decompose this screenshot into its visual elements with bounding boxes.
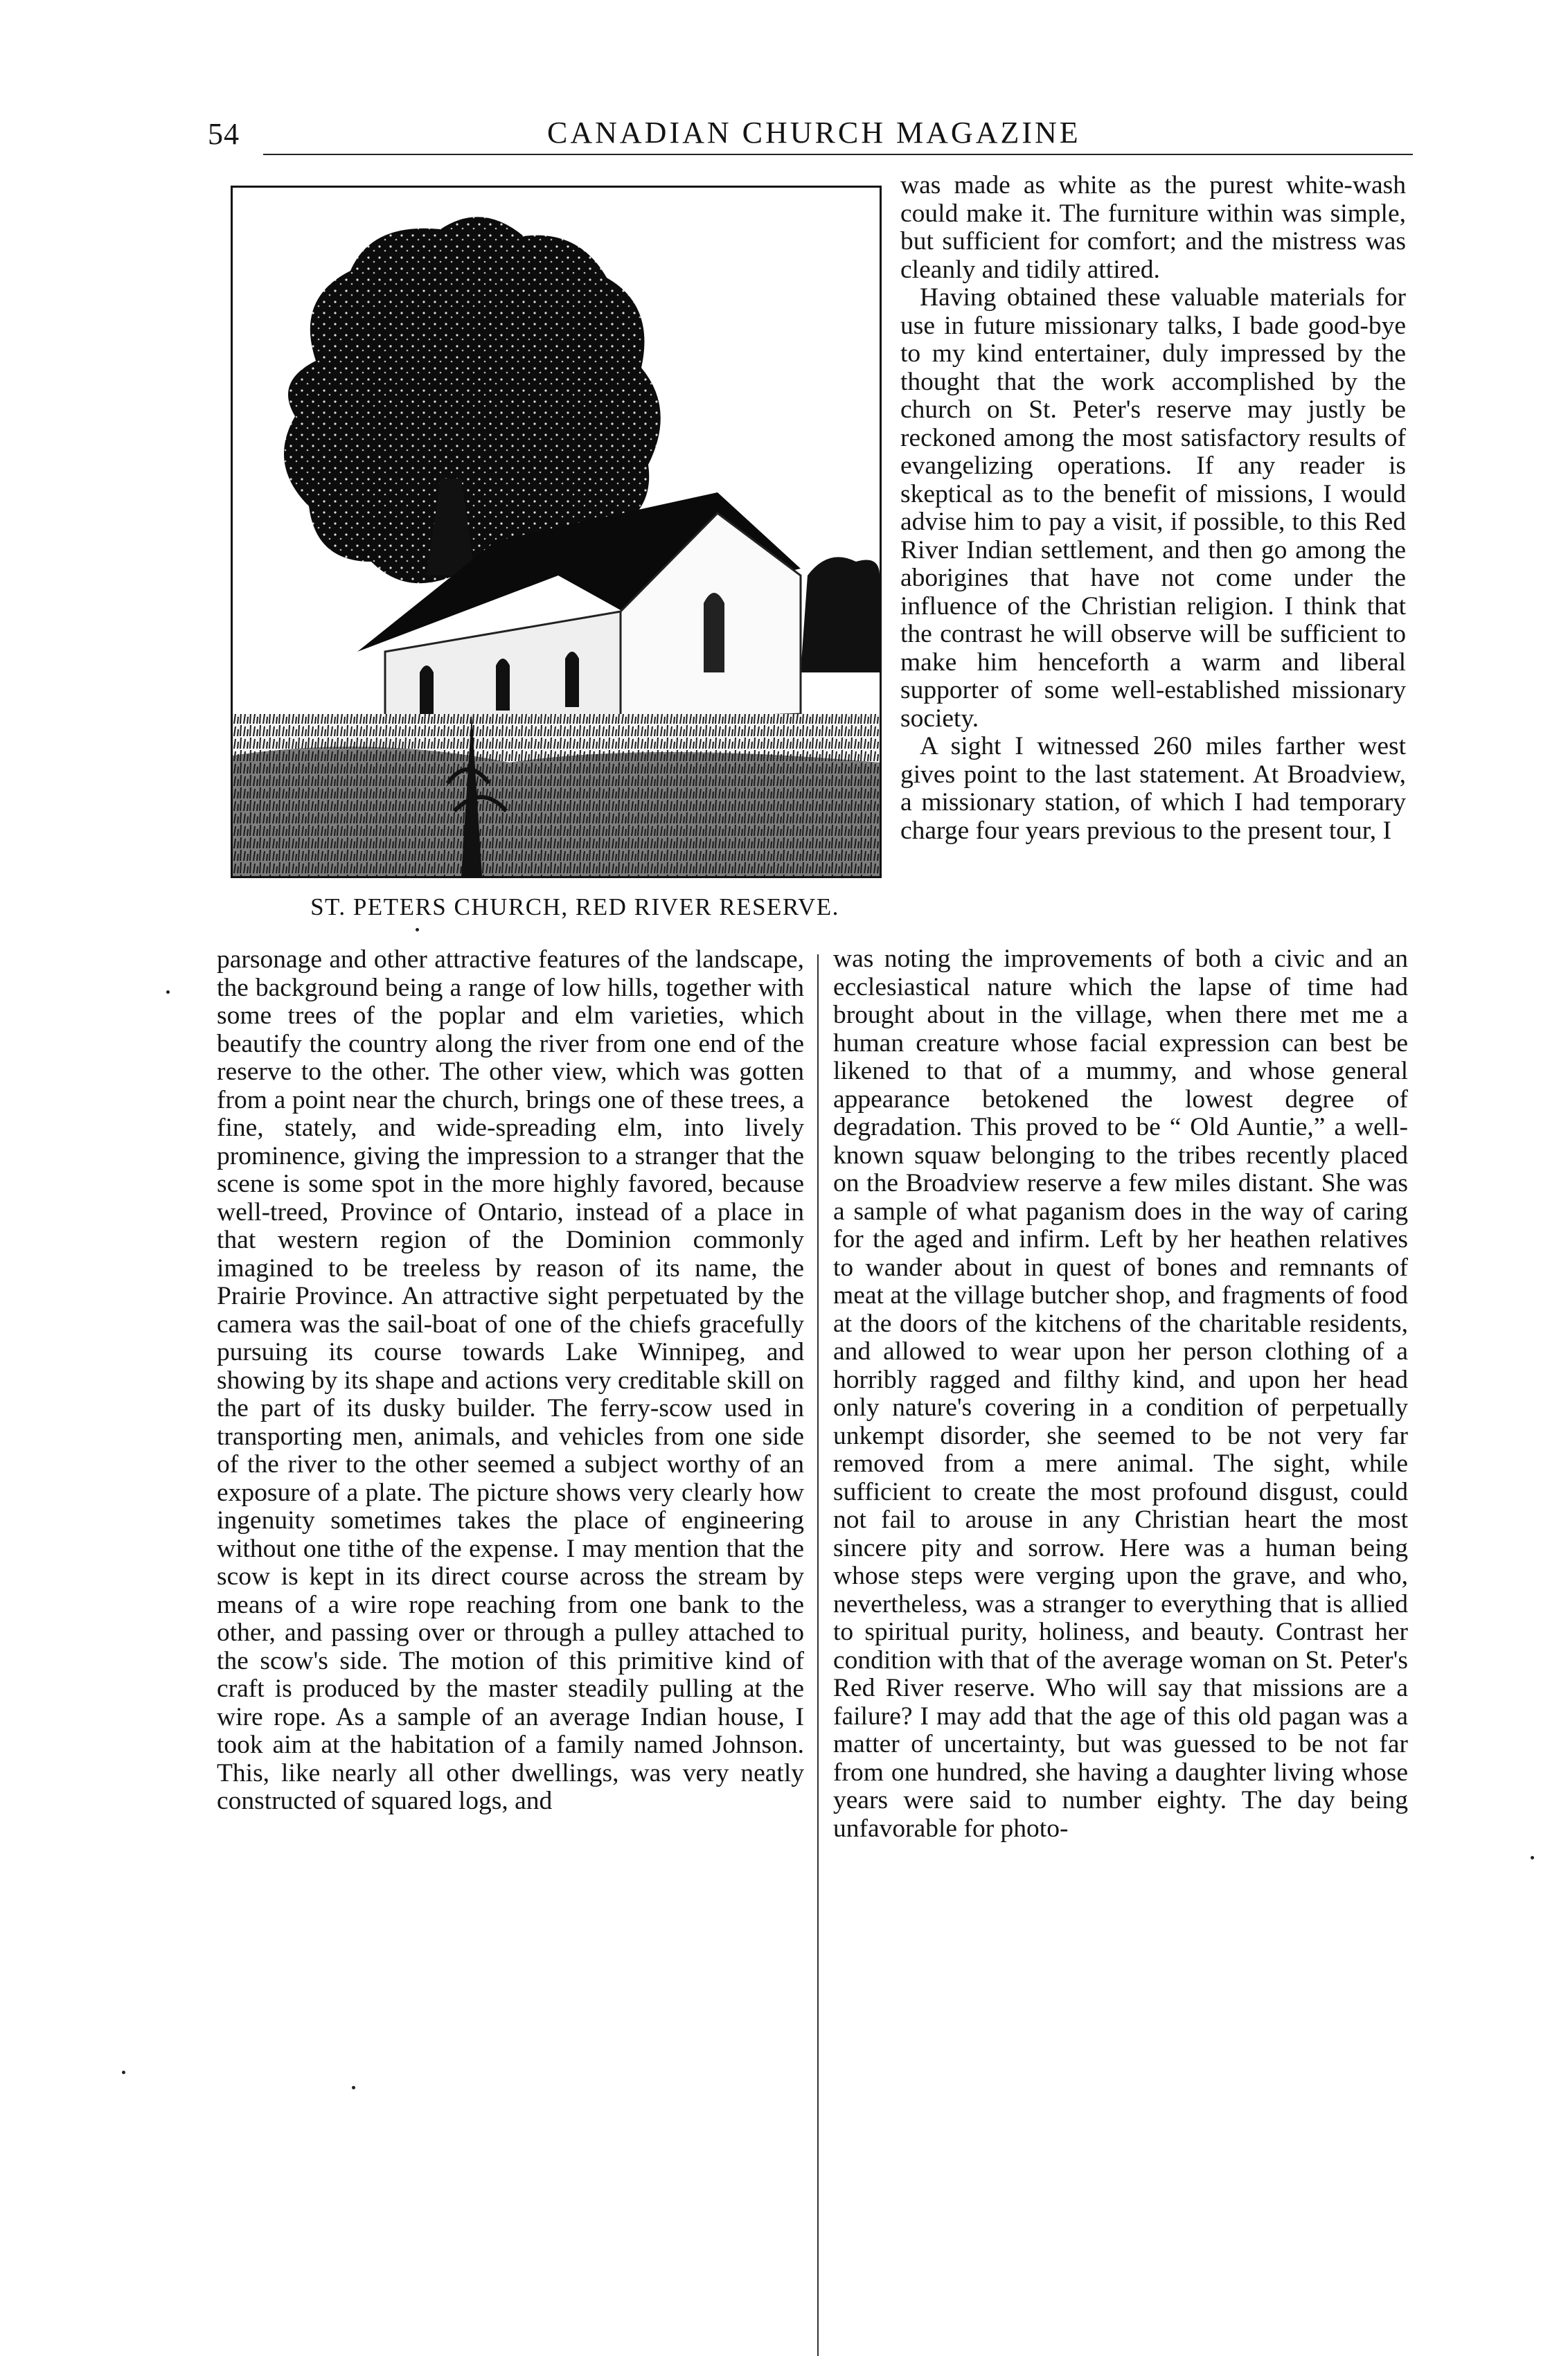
paragraph: parsonage and other attractive features of the landscape, the background being a range of low hills, together with some trees of the poplar and elm varieties, which beautify the country along the river from one end of the reserve to the other. The other view, which was gotten from a point near the church, brings one of these trees, a fine, stately, and wide-spreading elm, into lively prominence, giving the impression to a stranger that the scene is some spot in the more highly favored, because well-treed, Province of Ontario, instead of a place in that western region of the Dominion commonly imagined to be treeless by reason of its name, the Prairie Province. An attractive sight perpetuated by the camera was the sail-boat of one of the chiefs gracefully pursuing its course towards Lake Winnipeg, and showing by its shape and actions very creditable skill on the part of its dusky builder. The ferry-scow used in transporting men, animals, and vehicles from one side of the river to the other seemed a subject worthy of an exposure of a plate. The picture shows very clearly how ingenuity sometimes takes the place of engineering without one tithe of the expense. I may mention that the scow is kept in its direct course across the stream by means of a wire rope reaching from one bank to the other, and passing over or through a pulley attached to the scow's side. The motion of this primitive kind of craft is produced by the master steadily pulling at the wire rope. As a sample of an average Indian house, I took aim at the habitation of a family named Johnson. This, like nearly all other dwellings, was very neatly constructed of squared logs, and	[217, 945, 804, 1815]
print-speck	[1531, 1856, 1534, 1859]
right-column-top	[900, 172, 1406, 845]
paragraph: A sight I witnessed 260 miles farther west gives point to the last statement. At Broadview, a missionary station, of which I had temporary charge four years previous to the present tour, I	[900, 732, 1406, 845]
header-rule	[263, 154, 1413, 155]
left-column	[217, 946, 804, 1816]
page-number: 54	[208, 117, 240, 151]
print-speck	[352, 2086, 355, 2089]
figure-caption: ST. PETERS CHURCH, RED RIVER RESERVE.	[310, 893, 839, 920]
church-photo-illustration	[233, 188, 880, 876]
church-photograph	[231, 186, 882, 878]
print-speck	[166, 990, 170, 994]
paragraph: was made as white as the purest white-wash could make it. The furniture within was simple, but sufficient for comfort; and the mistress was cleanly and tidily attired.	[900, 171, 1406, 284]
paragraph: Having obtained these valuable materials for use in future missionary talks, I bade good-bye to my kind entertainer, duly impressed by the thought that the work accomplished by the church on St. Peter's reserve may justly be reckoned among the most satisfactory results of evangelizing operations. If any reader is skeptical as to the benefit of missions, I would advise him to pay a visit, if possible, to this Red River Indian settlement, and then go among the aborigines that have not come under the influence of the Christian religion. I think that the contrast he will observe will be sufficient to make him henceforth a warm and liberal supporter of some well-established missionary society.	[900, 283, 1406, 733]
print-speck	[122, 2071, 125, 2074]
running-head: CANADIAN CHURCH MAGAZINE	[547, 116, 1081, 150]
column-rule	[817, 954, 819, 2356]
paragraph: was noting the improvements of both a civic and an ecclesiastical nature which the lapse of time had brought about in the village, when there met me a human creature whose facial expression can best be likened to that of a mummy, and whose general appearance betokened the lowest degree of degradation. This proved to be “ Old Auntie,” a well-known squaw belonging to the tribes recently placed on the Broadview reserve a few miles distant. She was a sample of what paganism does in the way of caring for the aged and infirm. Left by her heathen relatives to wander about in quest of bones and remnants of meat at the village butcher shop, and fragments of food at the doors of the kitchens of the charitable residents, and allowed to wear upon her person clothing of a horribly ragged and filthy kind, and upon her head only nature's covering in a condition of perpetually unkempt disorder, she seemed to be not very far removed from a mere animal. The sight, while sufficient to create the most profound disgust, could not fail to arouse in any Christian heart the most sincere pity and sorrow. Here was a human being whose steps were verging upon the grave, and who, nevertheless, was a stranger to everything that is allied to spiritual purity, holiness, and beauty. Contrast her condition with that of the average woman on St. Peter's Red River reserve. Who will say that missions are a failure? I may add that the age of this old pagan was a matter of uncertainty, but was guessed to be not far from one hundred, she having a daughter living whose years were said to number eighty. The day being unfavorable for photo-	[833, 945, 1408, 1843]
right-column-bottom	[833, 945, 1408, 1843]
print-speck	[416, 928, 419, 931]
